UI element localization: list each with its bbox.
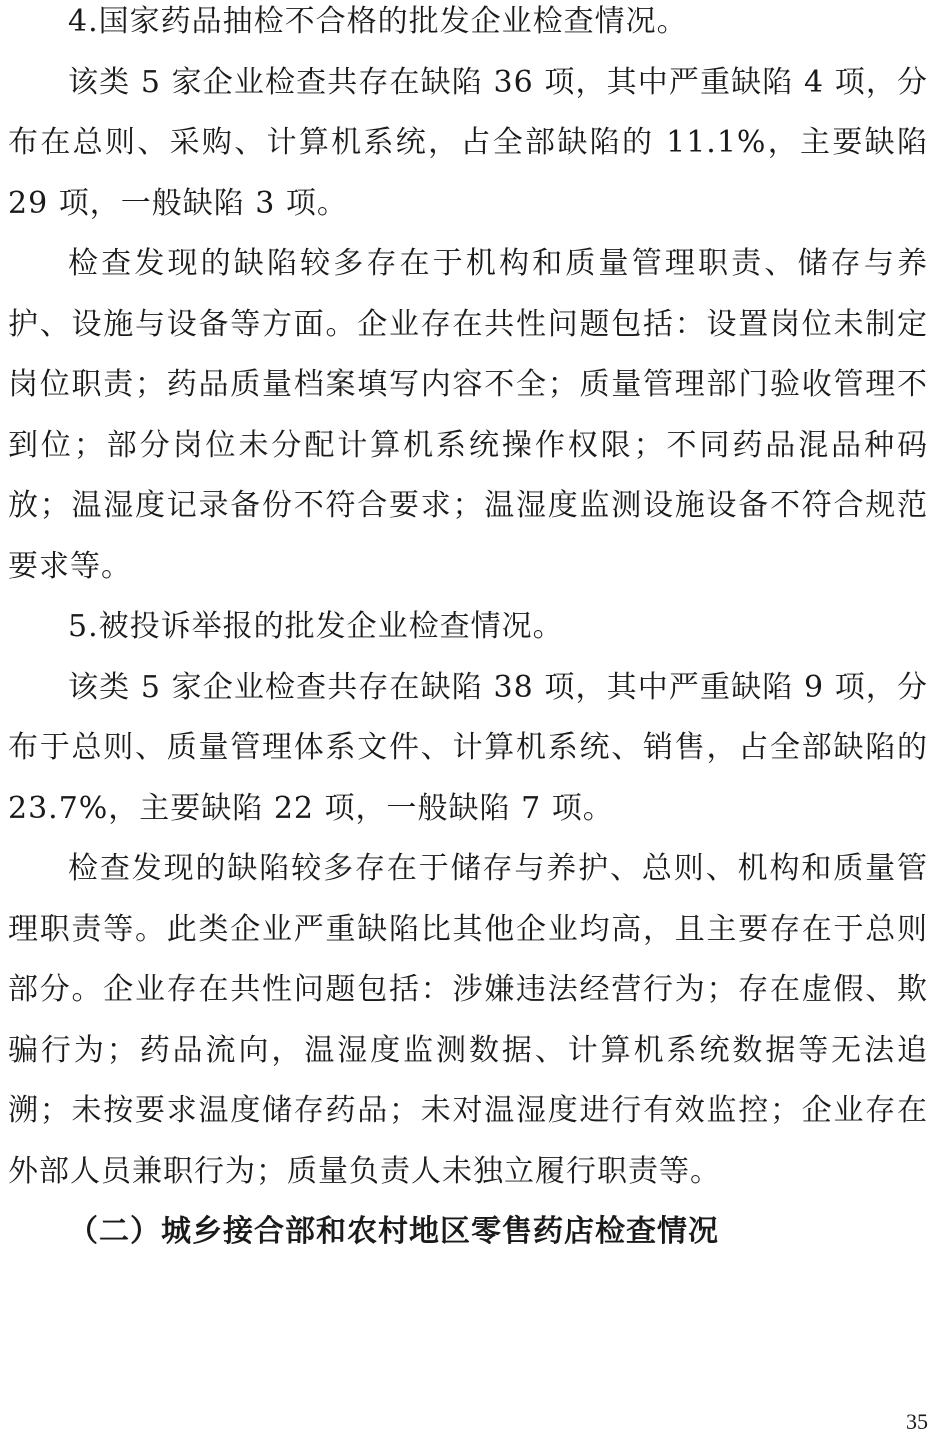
section-heading: （二）城乡接合部和农村地区零售药店检查情况 [68,1214,719,1249]
subsection-title-4: 4.国家药品抽检不合格的批发企业检查情况。 [68,4,688,39]
paragraph-defect-summary-5: 该类 5 家企业检查共存在缺陷 38 项，其中严重缺陷 9 项，分布于总则、质量管理体系文件、计算机系统、销售，占全部缺陷的 23.7%，主要缺陷 22 项，一般缺陷 7 项。 [8,669,928,826]
paragraph-common-issues-5: 检查发现的缺陷较多存在于储存与养护、总则、机构和质量管理职责等。此类企业严重缺陷比其他企业均高，且主要存在于总则部分。企业存在共性问题包括：涉嫌违法经营行为；存在虚假、欺骗行为；药品流向，温湿度监测数据、计算机系统数据等无法追溯；未按要求温度储存药品；未对温湿度进行有效监控；企业存在外部人员兼职行为；质量负责人未独立履行职责等。 [8,851,928,1189]
paragraph-common-issues-4: 检查发现的缺陷较多存在于机构和质量管理职责、储存与养护、设施与设备等方面。企业存在共性问题包括：设置岗位未制定岗位职责；药品质量档案填写内容不全；质量管理部门验收管理不到位；部分岗位未分配计算机系统操作权限；不同药品混品种码放；温湿度记录备份不符合要求；温湿度监测设施设备不符合规范要求等。 [8,246,928,584]
paragraph-defect-summary-4: 该类 5 家企业检查共存在缺陷 36 项，其中严重缺陷 4 项，分布在总则、采购、计算机系统，占全部缺陷的 11.1%，主要缺陷 29 项，一般缺陷 3 项。 [8,64,928,221]
page-number: 35 [906,1409,928,1434]
subsection-title-5: 5.被投诉举报的批发企业检查情况。 [68,609,564,644]
document-page [8,0,928,1263]
